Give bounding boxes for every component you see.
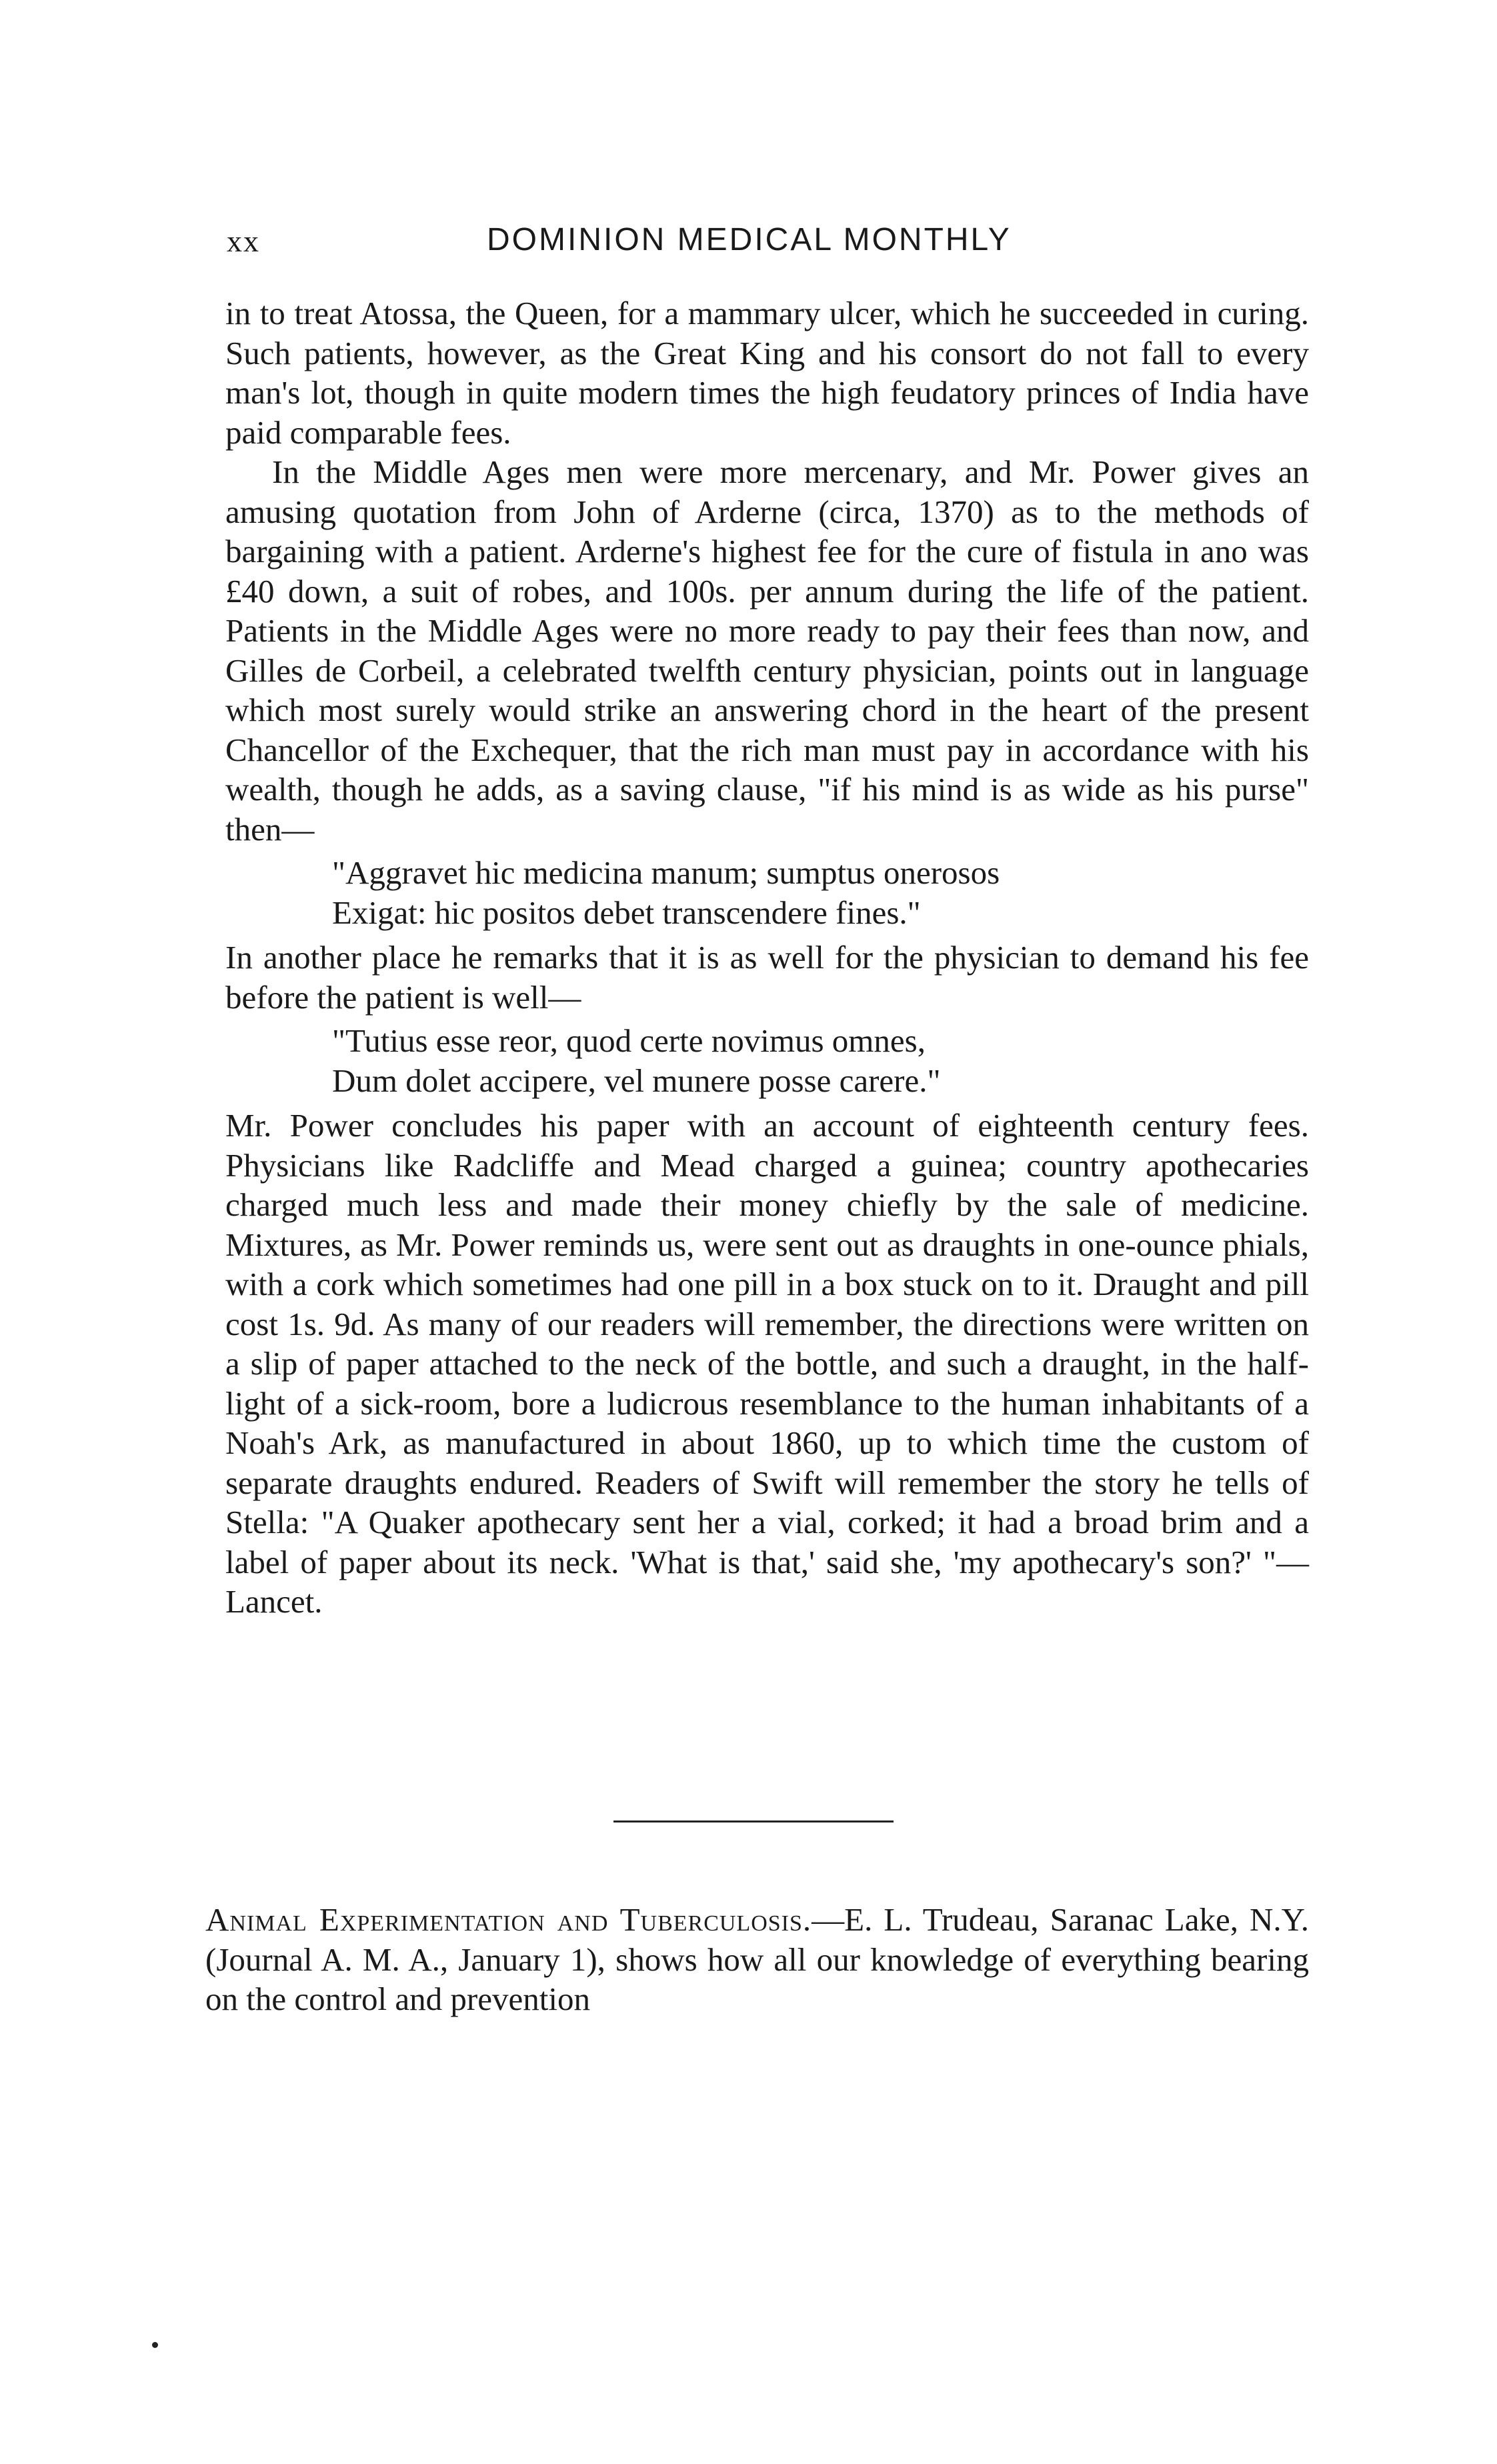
section-divider	[613, 1820, 894, 1822]
page-number: xx	[227, 224, 260, 258]
verse-line: Dum dolet accipere, vel munere posse carere."	[332, 1062, 941, 1099]
paragraph-3: In another place he remarks that it is as well for the physician to demand his fee before the patient is well—	[225, 939, 1309, 1016]
running-head: DOMINION MEDICAL MONTHLY	[487, 222, 1012, 257]
verse-line: "Tutius esse reor, quod certe novimus omnes,	[332, 1022, 926, 1059]
abstract-text: —E. L. Trudeau, Saranac Lake, N.Y. (Journal A. M. A., January 1), shows how all our knowledge of everything bearing on the control and prevention	[205, 1901, 1309, 2017]
paragraph-4: Mr. Power concludes his paper with an account of eighteenth century fees. Physicians like Radcliffe and Mead charged a guinea; country apothecaries charged much less and made their money chiefly by the sale of medicine. Mixtures, as Mr. Power reminds us, were sent out as draughts in one-ounce phials, with a cork which sometimes had one pill in a box stuck on to it. Draught and pill cost 1s. 9d. As many of our readers will remember, the directions were written on a slip of paper attached to the neck of the bottle, and such a draught, in the half-light of a sick-room, bore a ludicrous resemblance to the human inhabitants of a Noah's Ark, as manufactured in about 1860, up to which time the custom of separate draughts endured. Readers of Swift will remember the story he tells of Stella: "A Quaker apothecary sent her a vial, corked; it had a broad brim and a label of paper about its neck. 'What is that,' said she, 'my apothecary's son?' "—Lancet.	[225, 1107, 1309, 1620]
abstract-title: Animal Experimentation and Tuberculosis.	[205, 1901, 812, 1938]
paragraph-1: in to treat Atossa, the Queen, for a mammary ulcer, which he succeeded in curing. Such patients, however, as the Great King and his consort do not fall to every man's lot, though in quite modern times the high feudatory princes of India have paid comparable fees.	[225, 295, 1309, 451]
abstract-paragraph	[205, 1900, 1309, 2019]
verse-line: "Aggravet hic medicina manum; sumptus onerosos	[332, 854, 1000, 891]
article-body	[225, 293, 1309, 1622]
paragraph-2: In the Middle Ages men were more mercenary, and Mr. Power gives an amusing quotation from John of Arderne (circa, 1370) as to the methods of bargaining with a patient. Arderne's highest fee for the cure of fistula in ano was £40 down, a suit of robes, and 100s. per annum during the life of the patient. Patients in the Middle Ages were no more ready to pay their fees than now, and Gilles de Corbeil, a celebrated twelfth century physician, points out in language which most surely would strike an answering chord in the heart of the present Chancellor of the Exchequer, that the rich man must pay in accordance with his wealth, though he adds, as a saving clause, "if his mind is as wide as his purse" then—	[225, 453, 1309, 848]
latin-quotation-2	[332, 1021, 1309, 1100]
ink-speck	[152, 2342, 158, 2348]
latin-quotation-1	[332, 853, 1309, 932]
verse-line: Exigat: hic positos debet transcendere fines."	[332, 894, 921, 931]
